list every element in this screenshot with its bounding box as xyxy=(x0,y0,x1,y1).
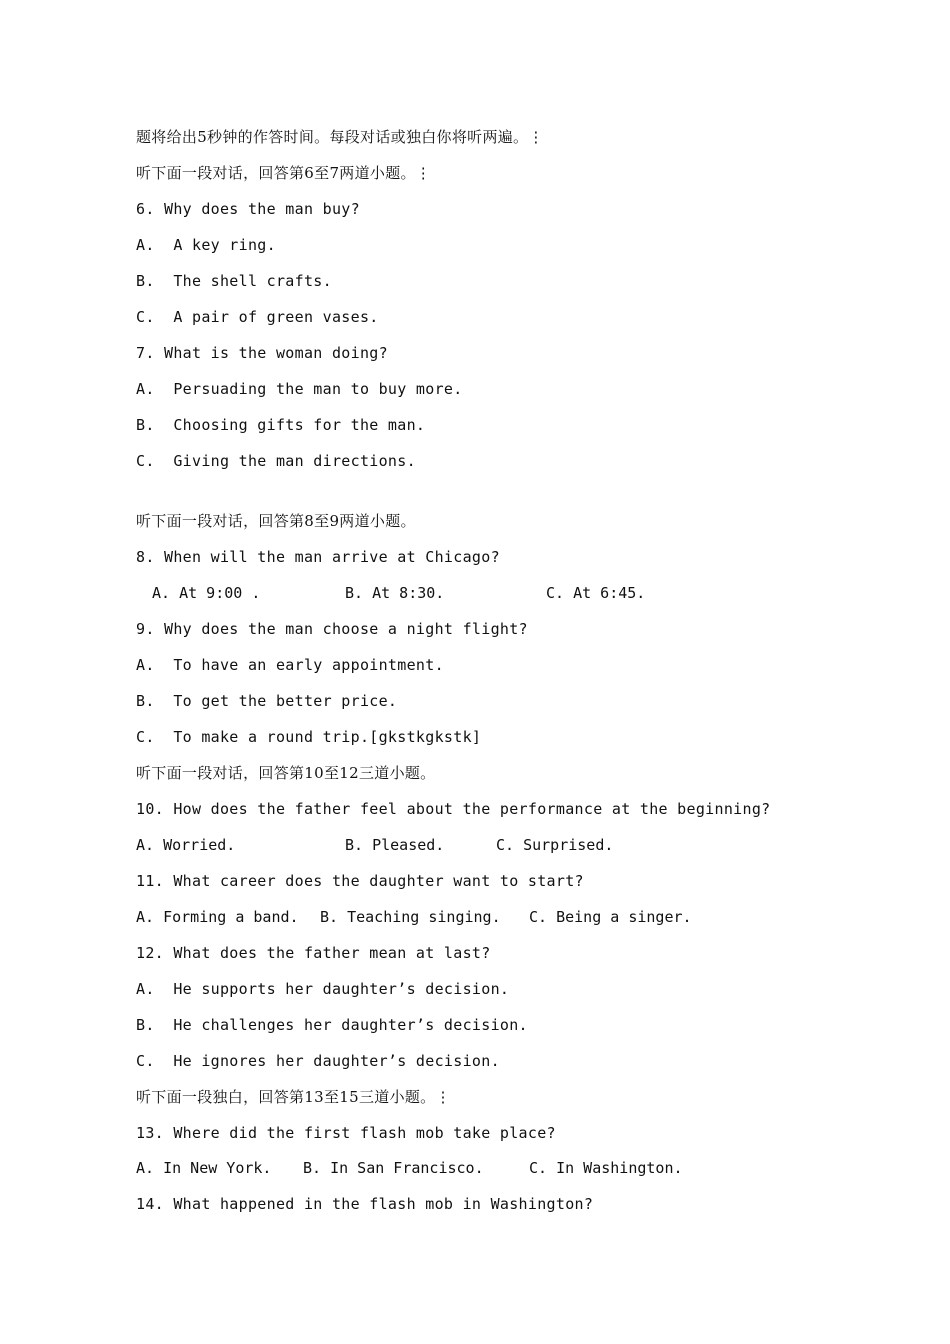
answer-option: C. Giving the man directions. xyxy=(136,452,416,470)
answer-option: C. At 6:45. xyxy=(546,584,646,602)
question-stem: 13. Where did the first flash mob take place? xyxy=(136,1124,556,1142)
section-heading: 听下面一段对话，回答第6至7两道小题。⋮ xyxy=(136,164,432,182)
question-stem: 9. Why does the man choose a night flight? xyxy=(136,620,528,638)
question-stem: 10. How does the father feel about the performance at the beginning? xyxy=(136,800,771,818)
answer-option: B. He challenges her daughter’s decision. xyxy=(136,1016,528,1034)
section-heading: 听下面一段对话，回答第10至12三道小题。 xyxy=(136,764,436,782)
answer-option: B. The shell crafts. xyxy=(136,272,332,290)
answer-option: A. Persuading the man to buy more. xyxy=(136,380,463,398)
answer-option: A. In New York. xyxy=(136,1159,272,1177)
answer-option: A. To have an early appointment. xyxy=(136,656,444,674)
section-heading: 听下面一段对话，回答第8至9两道小题。 xyxy=(136,512,416,530)
answer-option: C. To make a round trip.[gkstkgkstk] xyxy=(136,728,482,746)
answer-option: B. Choosing gifts for the man. xyxy=(136,416,426,434)
answer-option: A. Worried. xyxy=(136,836,236,854)
answer-option: B. Pleased. xyxy=(345,836,445,854)
answer-option: C. Being a singer. xyxy=(529,908,692,926)
answer-option: C. A pair of green vases. xyxy=(136,308,379,326)
question-stem: 6. Why does the man buy? xyxy=(136,200,360,218)
answer-option: C. In Washington. xyxy=(529,1159,683,1177)
answer-option: B. In San Francisco. xyxy=(303,1159,484,1177)
intro-line: 题将给出5秒钟的作答时间。每段对话或独白你将听两遍。⋮ xyxy=(136,128,544,146)
question-stem: 12. What does the father mean at last? xyxy=(136,944,491,962)
question-stem: 7. What is the woman doing? xyxy=(136,344,388,362)
question-stem: 11. What career does the daughter want to start? xyxy=(136,872,584,890)
answer-option: A. At 9:00 . xyxy=(152,584,261,602)
answer-option: B. Teaching singing. xyxy=(320,908,501,926)
answer-option: B. To get the better price. xyxy=(136,692,398,710)
answer-option: A. Forming a band. xyxy=(136,908,299,926)
answer-option: A. He supports her daughter’s decision. xyxy=(136,980,510,998)
answer-option: A. A key ring. xyxy=(136,236,276,254)
answer-option: B. At 8:30. xyxy=(345,584,445,602)
answer-option: C. He ignores her daughter’s decision. xyxy=(136,1052,500,1070)
question-stem: 8. When will the man arrive at Chicago? xyxy=(136,548,500,566)
question-stem: 14. What happened in the flash mob in Washington? xyxy=(136,1195,594,1213)
answer-option: C. Surprised. xyxy=(496,836,614,854)
section-heading: 听下面一段独白，回答第13至15三道小题。⋮ xyxy=(136,1088,451,1106)
